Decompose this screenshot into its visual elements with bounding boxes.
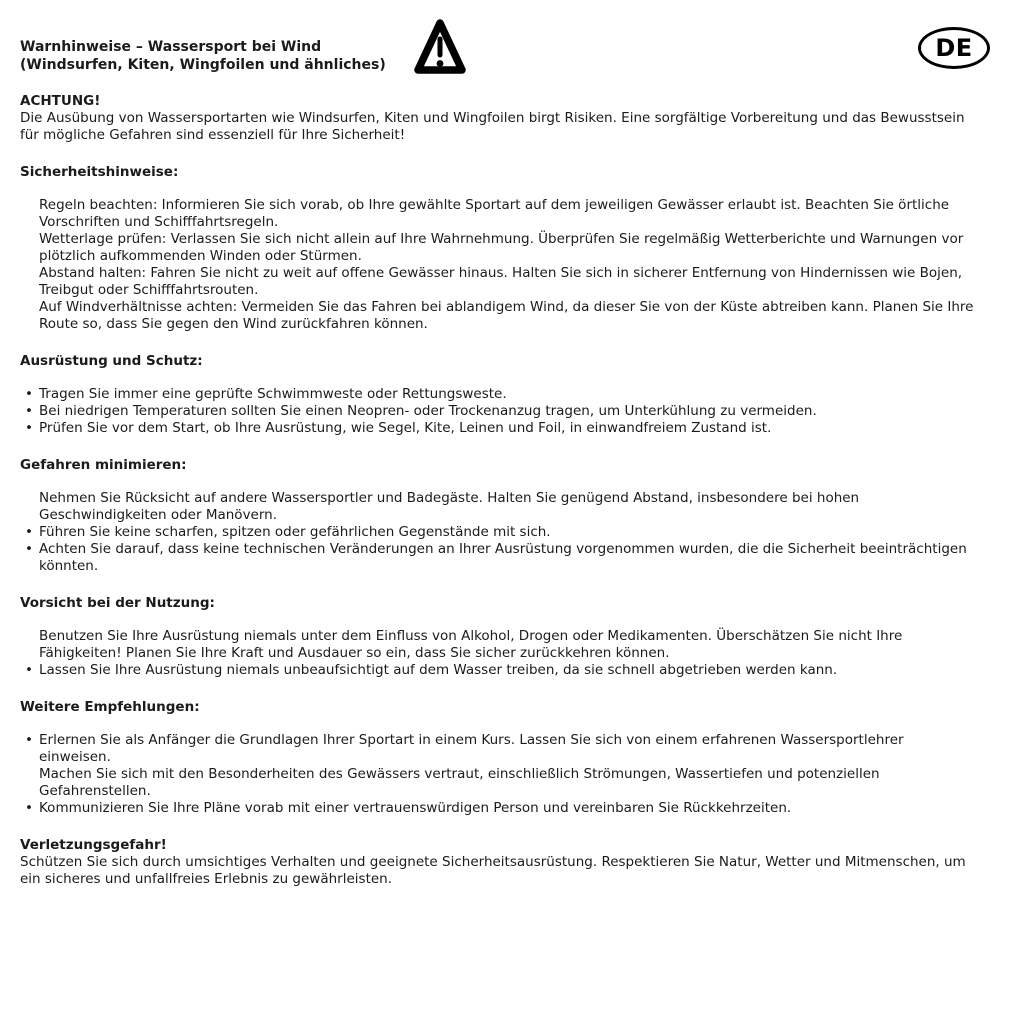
list-item: • Prüfen Sie vor dem Start, ob Ihre Ausrüstung, wie Segel, Kite, Leinen und Foil, in einwandfreiem Zustand ist. <box>39 420 975 437</box>
page-title-line-2: (Windsurfen, Kiten, Wingfoilen und ähnliches) <box>20 57 386 73</box>
list-item: • Kommunizieren Sie Ihre Pläne vorab mit einer vertrauenswürdigen Person und vereinbaren Sie Rückkehrzeiten. <box>39 800 975 817</box>
list-item: Wetterlage prüfen: Verlassen Sie sich nicht allein auf Ihre Wahrnehmung. Überprüfen Sie regelmäßig Wetterberichte und Warnungen vor plötzlich aufkommenden Winden oder Stürmen. <box>39 231 964 264</box>
section-list-gefahren-minimieren <box>20 490 975 575</box>
list-item: Benutzen Sie Ihre Ausrüstung niemals unter dem Einfluss von Alkohol, Drogen oder Medikamenten. Überschätzen Sie nicht Ihre Fähigkeiten! Planen Sie Ihre Kraft und Ausdauer so ein, dass Sie sicher zurückkehren können. <box>39 628 903 661</box>
list-item: Regeln beachten: Informieren Sie sich vorab, ob Ihre gewählte Sportart auf dem jeweiligen Gewässer erlaubt ist. Beachten Sie örtliche Vorschriften und Schifffahrtsregeln. <box>39 197 950 230</box>
list-item: Machen Sie sich mit den Besonderheiten des Gewässers vertraut, einschließlich Strömungen, Wassertiefen und potenziellen Gefahrenstellen. <box>39 766 880 799</box>
language-code: DE <box>935 33 973 62</box>
list-item: • Erlernen Sie als Anfänger die Grundlagen Ihrer Sportart in einem Kurs. Lassen Sie sich von einem erfahrenen Wassersportlehrer einweisen. <box>39 732 975 766</box>
page-title <box>20 38 386 74</box>
list-item: Nehmen Sie Rücksicht auf andere Wassersportler und Badegäste. Halten Sie genügend Abstand, insbesondere bei hohen Geschwindigkeiten oder Manövern. <box>39 490 860 523</box>
attention-heading: ACHTUNG! <box>20 93 101 109</box>
list-item: • Führen Sie keine scharfen, spitzen oder gefährlichen Gegenstände mit sich. <box>39 524 975 541</box>
page-title-line-1: Warnhinweise – Wassersport bei Wind <box>20 39 322 55</box>
section-list-ausruestung-und-schutz <box>20 386 975 437</box>
list-item: • Tragen Sie immer eine geprüfte Schwimmweste oder Rettungsweste. <box>39 386 975 403</box>
section-heading-ausruestung-und-schutz: Ausrüstung und Schutz: <box>20 353 203 369</box>
section-list-vorsicht-bei-der-nutzung <box>20 628 975 679</box>
section-heading-weitere-empfehlungen: Weitere Empfehlungen: <box>20 699 200 715</box>
section-heading-sicherheitshinweise: Sicherheitshinweise: <box>20 164 179 180</box>
list-item: • Lassen Sie Ihre Ausrüstung niemals unbeaufsichtigt auf dem Wasser treiben, da sie schnell abgetrieben werden kann. <box>39 662 975 679</box>
list-item: • Bei niedrigen Temperaturen sollten Sie einen Neopren- oder Trockenanzug tragen, um Unterkühlung zu vermeiden. <box>39 403 975 420</box>
document-header <box>20 0 975 85</box>
section-list-weitere-empfehlungen <box>20 732 975 817</box>
list-item: • Achten Sie darauf, dass keine technischen Veränderungen an Ihrer Ausrüstung vorgenommen wurden, die die Sicherheit beeinträchtigen könnten. <box>39 541 975 575</box>
language-badge <box>918 27 990 69</box>
warning-triangle-icon <box>412 15 468 79</box>
section-heading-gefahren-minimieren: Gefahren minimieren: <box>20 457 187 473</box>
section-heading-vorsicht-bei-der-nutzung: Vorsicht bei der Nutzung: <box>20 595 215 611</box>
injury-text: Schützen Sie sich durch umsichtiges Verhalten und geeignete Sicherheitsausrüstung. Respektieren Sie Natur, Wetter und Mitmenschen, um ein sicheres und unfallfreies Erlebnis zu gewährleisten. <box>20 854 966 887</box>
injury-heading: Verletzungsgefahr! <box>20 837 167 853</box>
attention-text: Die Ausübung von Wassersportarten wie Windsurfen, Kiten und Wingfoilen birgt Risiken. Eine sorgfältige Vorbereitung und das Bewusstsein für mögliche Gefahren sind essenziell für Ihre Sicherheit! <box>20 110 965 143</box>
list-item: Auf Windverhältnisse achten: Vermeiden Sie das Fahren bei ablandigem Wind, da dieser Sie von der Küste abtreiben kann. Planen Sie Ihre Route so, dass Sie gegen den Wind zurückfahren können. <box>39 299 974 332</box>
list-item: Abstand halten: Fahren Sie nicht zu weit auf offene Gewässer hinaus. Halten Sie sich in sicherer Entfernung von Hindernissen wie Bojen, Treibgut oder Schifffahrtsrouten. <box>39 265 963 298</box>
section-list-sicherheitshinweise <box>20 197 975 333</box>
